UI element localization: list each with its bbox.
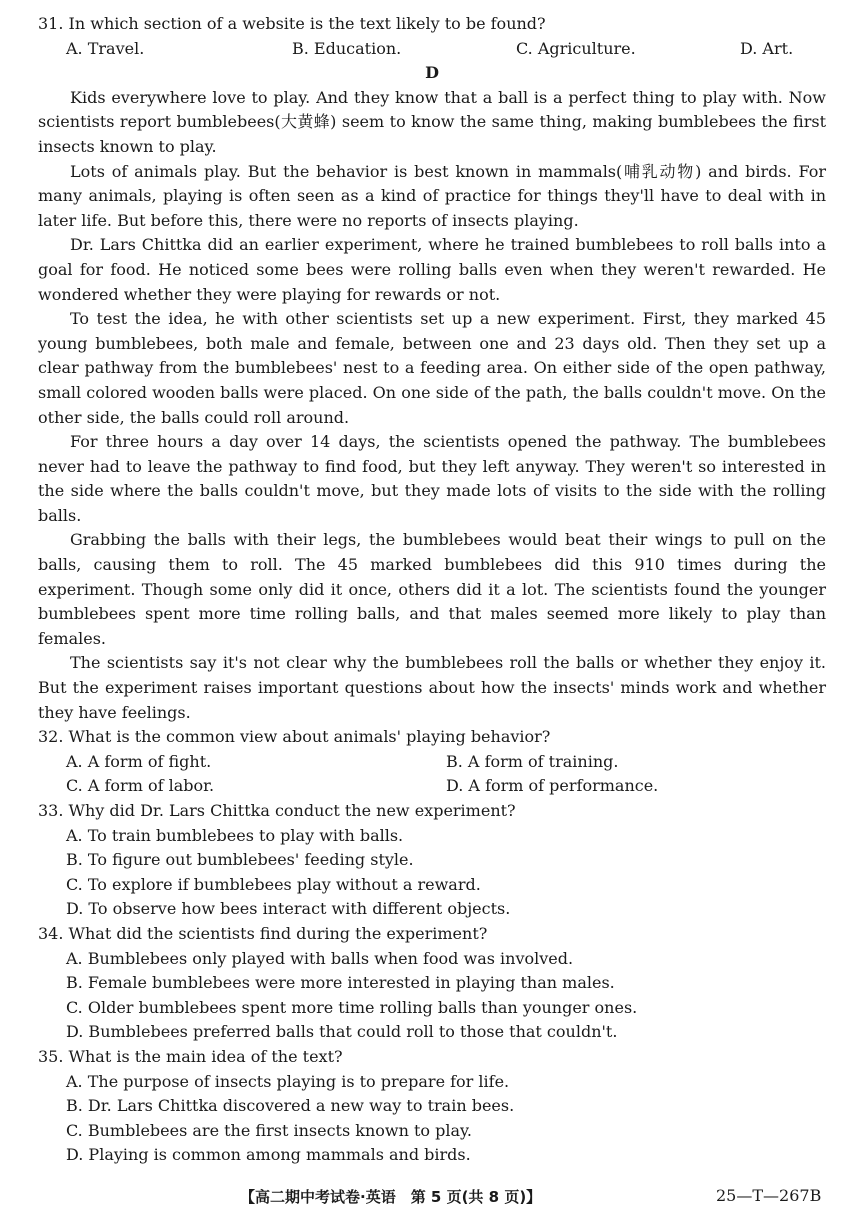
q32-option-c: C. A form of labor. [66,776,215,796]
q31-option-b: B. Education. [292,38,402,58]
q35-option-a: A. The purpose of insects playing is to prepare for life. [66,1071,510,1091]
q35-option-b: B. Dr. Lars Chittka discovered a new way to train bees. [66,1096,515,1116]
q32-option-d: D. A form of performance. [446,776,659,796]
q33-option-d: D. To observe how bees interact with different objects. [66,899,511,919]
q33-option-a: A. To train bumblebees to play with balls. [66,825,404,845]
passage-paragraph: To test the idea, he with other scientists set up a new experiment. First, they marked 45 young bumblebees, both male and female, between one and 23 days old. Then they set up a clear pathway from the bumblebees' nest to a feeding area. On either side of the open pathway, small colored wooden balls were placed. On one side of the path, the balls couldn't move. On the other side, the balls could roll around. [38,309,826,427]
question-34: 34. What did the scientists find during the experiment? [38,923,488,943]
question-31: 31. In which section of a website is the text likely to be found? [38,14,546,33]
q34-option-d: D. Bumblebees preferred balls that could roll to those that couldn't. [66,1022,618,1042]
passage-paragraph: Lots of animals play. But the behavior is best known in mammals(哺乳动物) and birds. For many animals, playing is often seen as a kind of practice for things they'll have to deal with in later life. But before this, there were no reports of insects playing. [38,161,826,230]
passage-paragraph: Kids everywhere love to play. And they know that a ball is a perfect thing to play with. Now scientists report bumblebees(大黄蜂) seem to know the same thing, making bumblebees the first insects known to play. [38,87,826,156]
question-33: 33. Why did Dr. Lars Chittka conduct the new experiment? [38,801,516,820]
section-title: D [425,63,439,83]
q33-option-c: C. To explore if bumblebees play without a reward. [66,874,481,894]
q32-option-b: B. A form of training. [446,751,619,771]
question-32-options [38,750,826,799]
q34-option-a: A. Bumblebees only played with balls when food was involved. [66,948,574,968]
passage-paragraph: The scientists say it's not clear why the bumblebees roll the balls or whether they enjoy it. But the experiment raises important questions about how the insects' minds work and whether they have feelings. [38,653,826,722]
footer-code: 25—T—267B [716,1186,822,1205]
q31-option-a: A. Travel. [66,38,145,58]
page-footer [0,1186,860,1214]
question-31-options [38,37,826,62]
q31-option-c: C. Agriculture. [516,38,636,58]
passage-paragraph: Dr. Lars Chittka did an earlier experiment, where he trained bumblebees to roll balls into a goal for food. He noticed some bees were rolling balls even when they weren't rewarded. He wondered whether they were playing for rewards or not. [38,235,826,304]
passage-paragraph: For three hours a day over 14 days, the scientists opened the pathway. The bumblebees never had to leave the pathway to find food, but they left anyway. They weren't so interested in the side where the balls couldn't move, but they made lots of visits to the side with the rolling balls. [38,432,826,525]
q33-option-b: B. To figure out bumblebees' feeding style. [66,850,414,870]
q34-option-c: C. Older bumblebees spent more time rolling balls than younger ones. [66,997,638,1017]
q34-option-b: B. Female bumblebees were more interested in playing than males. [66,973,615,993]
q35-option-d: D. Playing is common among mammals and birds. [66,1145,471,1165]
q31-option-d: D. Art. [740,38,794,58]
footer-title: 【高二期中考试卷·英语 第 5 页(共 8 页)】 [240,1188,542,1206]
question-32: 32. What is the common view about animals' playing behavior? [38,727,551,747]
passage-paragraph: Grabbing the balls with their legs, the bumblebees would beat their wings to pull on the balls, causing them to roll. The 45 marked bumblebees did this 910 times during the experiment. Though some only did it once, others did it a lot. The scientists found the younger bumblebees spent more time rolling balls, and that males seemed more likely to play than females. [38,530,826,648]
q32-option-a: A. A form of fight. [66,751,212,771]
q35-option-c: C. Bumblebees are the first insects known to play. [66,1120,473,1140]
question-35: 35. What is the main idea of the text? [38,1046,343,1066]
exam-page [38,12,826,1168]
